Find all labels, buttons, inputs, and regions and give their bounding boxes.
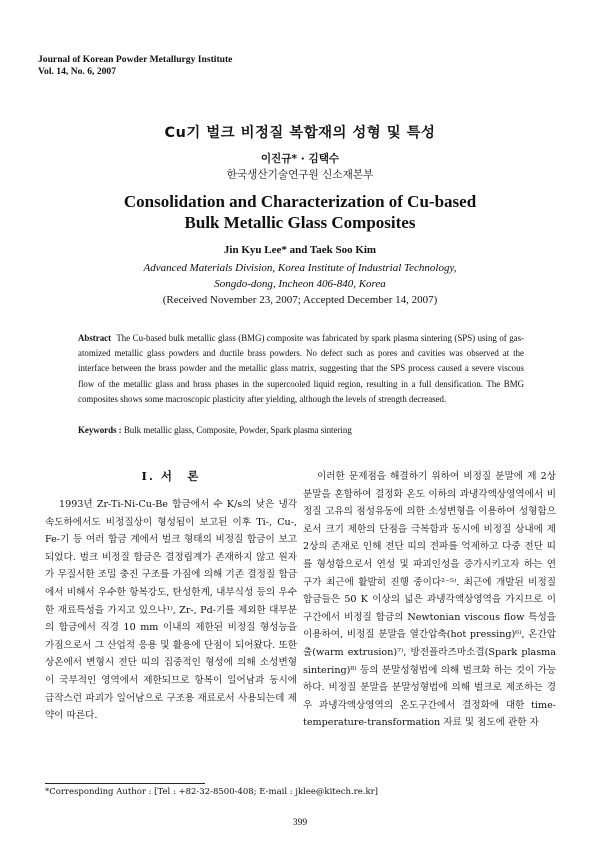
body-column-left — [45, 496, 297, 725]
korean-authors: 이진규* · 김택수 — [260, 153, 340, 165]
body-column-right — [303, 468, 556, 732]
english-title-line1: Consolidation and Characterization of Cu-based — [123, 192, 477, 211]
abstract — [78, 331, 524, 407]
affiliation-line2: Songdo-dong, Incheon 406-840, Korea — [214, 278, 386, 290]
section-heading: I. 서 론 — [141, 469, 201, 483]
footnote-divider — [45, 783, 205, 784]
english-title — [0, 191, 600, 233]
affiliation-line1: Advanced Materials Division, Korea Institute of Industrial Technology, — [143, 262, 457, 274]
corresponding-author-footnote: *Corresponding Author : [Tel : +82-32-8500-408; E-mail : jklee@kitech.re.kr] — [45, 787, 378, 797]
korean-affiliation: 한국생산기술연구원 신소재본부 — [226, 169, 374, 181]
body-paragraph-right: 이러한 문제점을 해결하기 위하여 비정질 분말에 제 2상 분말을 혼합하여 결정화 온도 이하의 과냉각액상영역에서 비정질 고유의 점성유동에 의한 소성변형을 이용하여 성형함으로서 크기 제한의 단점을 극복함과 동시에 비정질 상내에 제 2상의 존재로 인해 전단 띠의 전파를 억제하고 다중 전단 띠를 형성함으로서 연성 및 파괴인성을 증가시키고자 하는 연구가 최근에 활발히 진행 중이다²⁻⁵⁾. 최근에 개발된 비정질 합금들은 50 K 이상의 넓은 과냉각액상영역을 가지므로 이 구간에서 비정질 합금의 Newtonian viscous flow 특성을 이용하여, 비정질 분말을 열간압축(hot pressing)⁶⁾, 온간압출(warm extrusion)⁷⁾, 방전플라즈마소결(Spark plasma sintering)⁸⁾ 등의 분말성형법에 의해 벌크화 하는 것이 가능하다. 비정질 분말을 분말성형법에 의해 벌크로 제조하는 경우 과냉각액상영역의 온도구간에서 결정화에 대한 time-temperature-transformation 자료 및 점도에 관한 자 — [303, 471, 556, 729]
received-dates: (Received November 23, 2007; Accepted December 14, 2007) — [162, 294, 438, 306]
journal-header — [38, 54, 232, 77]
keywords-label: Keywords : — [78, 425, 122, 435]
page-number: 399 — [292, 817, 308, 828]
keywords — [78, 425, 548, 435]
journal-volume: Vol. 14, No. 6, 2007 — [38, 65, 117, 77]
korean-title: Cu기 벌크 비정질 복합재의 성형 및 특성 — [164, 125, 436, 141]
keywords-text: Bulk metallic glass, Composite, Powder, Spark plasma sintering — [123, 425, 352, 435]
abstract-label: Abstract — [78, 333, 112, 343]
english-affiliation — [0, 260, 600, 308]
body-paragraph-left: 1993년 Zr-Ti-Ni-Cu-Be 합금에서 수 K/s의 낮은 냉각속도하에서도 비정질상이 형성됨이 보고된 이후 Ti-, Cu-, Fe-기 등 여러 합금 계에서 벌크 형태의 비정질 합금이 보고되었다. 벌크 비정질 합금은 결정립계가 존재하지 않고 원자가 무질서한 조밀 충진 구조를 가짐에 의해 기존 결정질 합금에서 비해서 우수한 항복강도, 탄성한계, 내부식성 등의 우수한 재료특성을 가지고 있으나¹⁾, Zr-, Pd-기를 제외한 대부분의 합금에서 직경 10 mm 이내의 제한된 비정질 형성능을 가짐으로서 그 산업적 응용 및 활용에 단점이 되어왔다. 또한 상온에서 변형시 전단 띠의 집중적인 형성에 의해 소성변형이 국부적인 영역에서 제한되므로 항복이 일어남과 동시에 급작스런 파괴가 일어남으로 구조용 재료로서 사용되는데 제약이 따른다. — [45, 499, 297, 722]
english-authors: Jin Kyu Lee* and Taek Soo Kim — [223, 244, 377, 256]
english-title-line2: Bulk Metallic Glass Composites — [184, 213, 416, 232]
abstract-text: The Cu-based bulk metallic glass (BMG) composite was fabricated by spark plasma sintering (SPS) using of gas-atomized metallic glass powders and ductile brass powders. No defect such as pores and cavities was observed at the interface between the brass powder and the metallic glass matrix, suggesting that the SPS process caused a severe viscous flow of the metallic glass and brass phases in the supercooled liquid region, resulting in a full densification. The BMG composites shows some macroscopic plasticity after yielding, although the levels of strength decreased. — [78, 333, 524, 404]
journal-name: Journal of Korean Powder Metallurgy Institute — [38, 54, 233, 65]
